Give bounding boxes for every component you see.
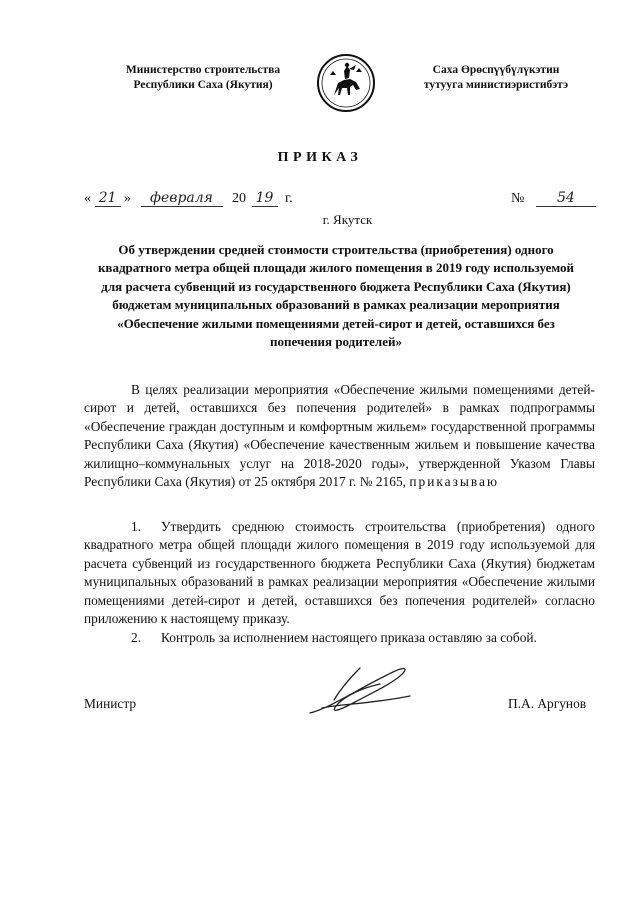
order-number — [511, 190, 596, 207]
handwritten-signature — [300, 658, 420, 728]
document-title: ПРИКАЗ — [277, 150, 363, 165]
item-1-number: 1. — [131, 519, 142, 534]
ministry-name-russian — [108, 63, 298, 93]
date-day: 21 — [95, 190, 121, 207]
order-item-1 — [84, 518, 595, 628]
date-year-prefix: 20 — [232, 191, 246, 206]
ministry-ru-line1: Министерство строительства — [125, 64, 281, 76]
ministry-ru-line2: Республики Саха (Якутия) — [133, 79, 273, 91]
number-label: № — [511, 191, 525, 206]
ministry-sakha-line1: Саха Өрөспүүбүлүкэтин — [432, 64, 560, 76]
item-1-text: Утвердить среднюю стоимость строительства (приобретения) одного квадратного метра общей площади жилого помещения в 2019 году используемой для расчета субвенций из государственного бюджета Республики Саха (Якутия) бюджетам муниципальных образований в рамках реализации мероприятия «Обеспечение жилыми помещениями детей-сирот и детей, оставшихся без попечения родителей» согласно приложению к настоящему приказу. — [84, 519, 595, 627]
date-close-quote: » — [124, 191, 131, 206]
date-open-quote: « — [84, 191, 91, 206]
signatory-name: П.А. Аргунов — [508, 696, 587, 711]
order-word: приказываю — [409, 474, 499, 490]
signatory-title: Министр — [84, 696, 137, 711]
date-month: февраля — [141, 190, 223, 207]
order-item-2 — [84, 629, 595, 647]
item-2-number: 2. — [131, 630, 142, 645]
date-year-suffix: 19 — [252, 190, 278, 207]
city: г. Якутск — [322, 212, 373, 227]
order-date — [84, 190, 293, 207]
item-2-text: Контроль за исполнением настоящего приказа оставляю за собой. — [161, 630, 537, 645]
ministry-sakha-line2: тутууга министиэристибэтэ — [423, 79, 569, 91]
coat-of-arms-emblem — [316, 53, 376, 113]
preamble-text: В целях реализации мероприятия «Обеспечение жилыми помещениями детей-сирот и детей, оставшихся без попечения родителей» в рамках подпрограммы «Обеспечение граждан доступным и комфортным жильем» государственной программы Республики Саха (Якутия) «Обеспечение качественным жильем и повышение качества жилищно–коммунальных услуг на 2018-2020 годы», утвержденной Указом Главы Республики Саха (Якутия) от 25 октября 2017 г. № 2165, — [84, 382, 595, 490]
number-value: 54 — [536, 190, 596, 207]
date-year-abbr: г. — [285, 191, 293, 206]
preamble-paragraph — [84, 381, 595, 491]
ministry-name-sakha — [392, 63, 600, 93]
order-subject: Об утверждении средней стоимости строительства (приобретения) одного квадратного метра общей площади жилого помещения в 2019 году используемой для расчета субвенций из государственного бюджета Республики Саха (Якутия) бюджетам муниципальных образований в рамках реализации мероприятия «Обеспечение жилыми помещениями детей-сирот и детей, оставшихся без попечения родителей» — [97, 242, 575, 350]
